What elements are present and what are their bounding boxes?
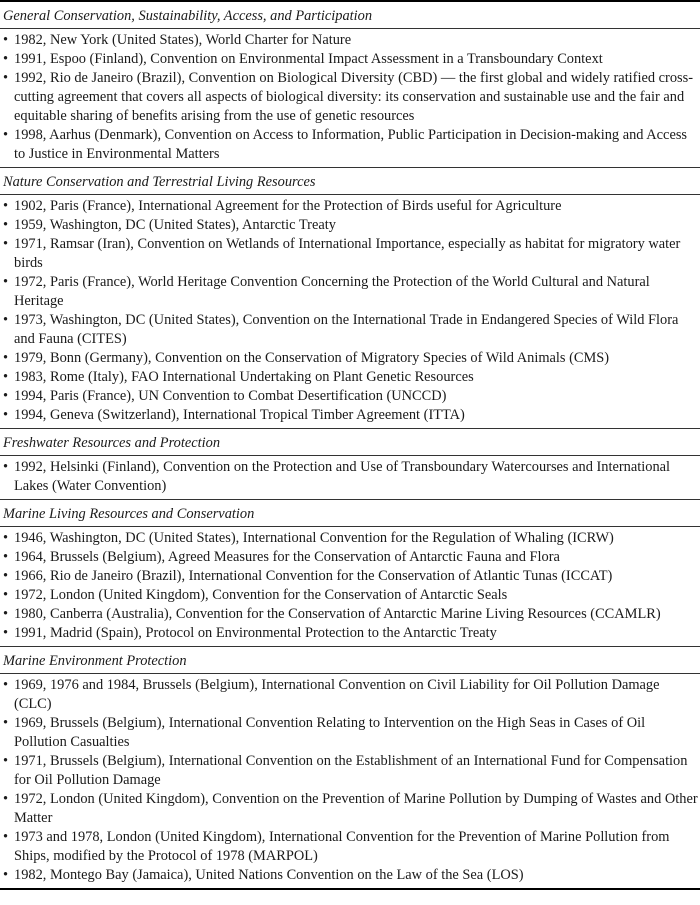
bullet-icon: •	[3, 236, 9, 252]
item-text: 1972, London (United Kingdom), Convention for the Conservation of Antarctic Seals	[14, 587, 508, 603]
list-item	[0, 31, 700, 50]
list-item	[0, 548, 700, 567]
section-title: Marine Environment Protection	[0, 647, 700, 674]
item-text: 1972, Paris (France), World Heritage Convention Concerning the Protection of the World Cultural and Natural Heritage	[14, 274, 650, 309]
list-item	[0, 235, 700, 273]
bullet-icon: •	[3, 70, 9, 86]
bullet-icon: •	[3, 32, 9, 48]
list-item	[0, 529, 700, 548]
bullet-icon: •	[3, 407, 9, 423]
list-item	[0, 406, 700, 425]
list-item	[0, 605, 700, 624]
item-text: 1982, Montego Bay (Jamaica), United Nations Convention on the Law of the Sea (LOS)	[14, 867, 524, 883]
list-item	[0, 216, 700, 235]
item-text: 1969, 1976 and 1984, Brussels (Belgium), International Convention on Civil Liability for Oil Pollution Damage (CLC)	[14, 677, 660, 712]
item-text: 1998, Aarhus (Denmark), Convention on Access to Information, Public Participation in Decision-making and Access to Justice in Environmental Matters	[14, 127, 688, 162]
section-general-conservation	[0, 2, 700, 168]
bullet-icon: •	[3, 587, 9, 603]
bullet-icon: •	[3, 350, 9, 366]
section-marine-living-resources	[0, 500, 700, 647]
bullet-icon: •	[3, 625, 9, 641]
item-text: 1971, Ramsar (Iran), Convention on Wetlands of International Importance, especially as habitat for migratory water birds	[14, 236, 681, 271]
list-item	[0, 126, 700, 164]
bullet-icon: •	[3, 568, 9, 584]
list-item	[0, 586, 700, 605]
list-item	[0, 69, 700, 126]
item-text: 1980, Canberra (Australia), Convention for the Conservation of Antarctic Marine Living Resources (CCAMLR)	[14, 606, 661, 622]
bullet-icon: •	[3, 217, 9, 233]
section-freshwater	[0, 429, 700, 500]
item-text: 1994, Geneva (Switzerland), International Tropical Timber Agreement (ITTA)	[14, 407, 465, 423]
list-item	[0, 349, 700, 368]
bullet-icon: •	[3, 127, 9, 143]
item-text: 1959, Washington, DC (United States), Antarctic Treaty	[14, 217, 336, 233]
list-item	[0, 828, 700, 866]
section-marine-environment	[0, 647, 700, 890]
item-text: 1964, Brussels (Belgium), Agreed Measures for the Conservation of Antarctic Fauna and Flora	[14, 549, 560, 565]
item-text: 1992, Rio de Janeiro (Brazil), Convention on Biological Diversity (CBD) — the first global and widely ratified cross-cutting agreement that covers all aspects of biological diversity: its conservation and sustainable use and the fair and equitable sharing of benefits arising from the use of genetic resources	[14, 70, 694, 124]
bullet-icon: •	[3, 459, 9, 475]
bullet-icon: •	[3, 677, 9, 693]
item-text: 1969, Brussels (Belgium), International Convention Relating to Intervention on the High Seas in Cases of Oil Pollution Casualties	[14, 715, 646, 750]
bullet-icon: •	[3, 606, 9, 622]
item-text: 1991, Espoo (Finland), Convention on Environmental Impact Assessment in a Transboundary Context	[14, 51, 603, 67]
item-text: 1982, New York (United States), World Charter for Nature	[14, 32, 352, 48]
item-text: 1973 and 1978, London (United Kingdom), International Convention for the Prevention of Marine Pollution from Ships, modified by the Protocol of 1978 (MARPOL)	[14, 829, 670, 864]
bullet-icon: •	[3, 753, 9, 769]
bullet-icon: •	[3, 867, 9, 883]
list-item	[0, 273, 700, 311]
bullet-icon: •	[3, 715, 9, 731]
section-list	[0, 527, 700, 647]
bullet-icon: •	[3, 198, 9, 214]
item-text: 1902, Paris (France), International Agreement for the Protection of Birds useful for Agriculture	[14, 198, 562, 214]
item-text: 1966, Rio de Janeiro (Brazil), International Convention for the Conservation of Atlantic Tunas (ICCAT)	[14, 568, 613, 584]
item-text: 1983, Rome (Italy), FAO International Undertaking on Plant Genetic Resources	[14, 369, 474, 385]
list-item	[0, 197, 700, 216]
list-item	[0, 866, 700, 885]
list-item	[0, 676, 700, 714]
section-nature-conservation	[0, 168, 700, 429]
section-list	[0, 29, 700, 168]
section-title: General Conservation, Sustainability, Access, and Participation	[0, 2, 700, 29]
list-item	[0, 311, 700, 349]
section-list	[0, 456, 700, 500]
item-text: 1991, Madrid (Spain), Protocol on Environmental Protection to the Antarctic Treaty	[14, 625, 497, 641]
section-list	[0, 674, 700, 890]
section-title: Freshwater Resources and Protection	[0, 429, 700, 456]
item-text: 1972, London (United Kingdom), Convention on the Prevention of Marine Pollution by Dumping of Wastes and Other Matter	[14, 791, 698, 826]
list-item	[0, 368, 700, 387]
bullet-icon: •	[3, 791, 9, 807]
bullet-icon: •	[3, 274, 9, 290]
item-text: 1992, Helsinki (Finland), Convention on the Protection and Use of Transboundary Watercourses and International Lakes (Water Convention)	[14, 459, 671, 494]
bullet-icon: •	[3, 51, 9, 67]
list-item	[0, 752, 700, 790]
bullet-icon: •	[3, 312, 9, 328]
list-item	[0, 458, 700, 496]
bullet-icon: •	[3, 530, 9, 546]
item-text: 1994, Paris (France), UN Convention to Combat Desertification (UNCCD)	[14, 388, 447, 404]
list-item	[0, 714, 700, 752]
section-title: Nature Conservation and Terrestrial Living Resources	[0, 168, 700, 195]
list-item	[0, 387, 700, 406]
section-list	[0, 195, 700, 429]
item-text: 1973, Washington, DC (United States), Convention on the International Trade in Endangered Species of Wild Flora and Fauna (CITES)	[14, 312, 679, 347]
list-item	[0, 50, 700, 69]
list-item	[0, 790, 700, 828]
list-item	[0, 567, 700, 586]
bullet-icon: •	[3, 549, 9, 565]
bullet-icon: •	[3, 369, 9, 385]
item-text: 1979, Bonn (Germany), Convention on the Conservation of Migratory Species of Wild Animals (CMS)	[14, 350, 610, 366]
item-text: 1946, Washington, DC (United States), International Convention for the Regulation of Whaling (ICRW)	[14, 530, 614, 546]
section-title: Marine Living Resources and Conservation	[0, 500, 700, 527]
bullet-icon: •	[3, 388, 9, 404]
item-text: 1971, Brussels (Belgium), International Convention on the Establishment of an International Fund for Compensation for Oil Pollution Damage	[14, 753, 688, 788]
bullet-icon: •	[3, 829, 9, 845]
list-item	[0, 624, 700, 643]
